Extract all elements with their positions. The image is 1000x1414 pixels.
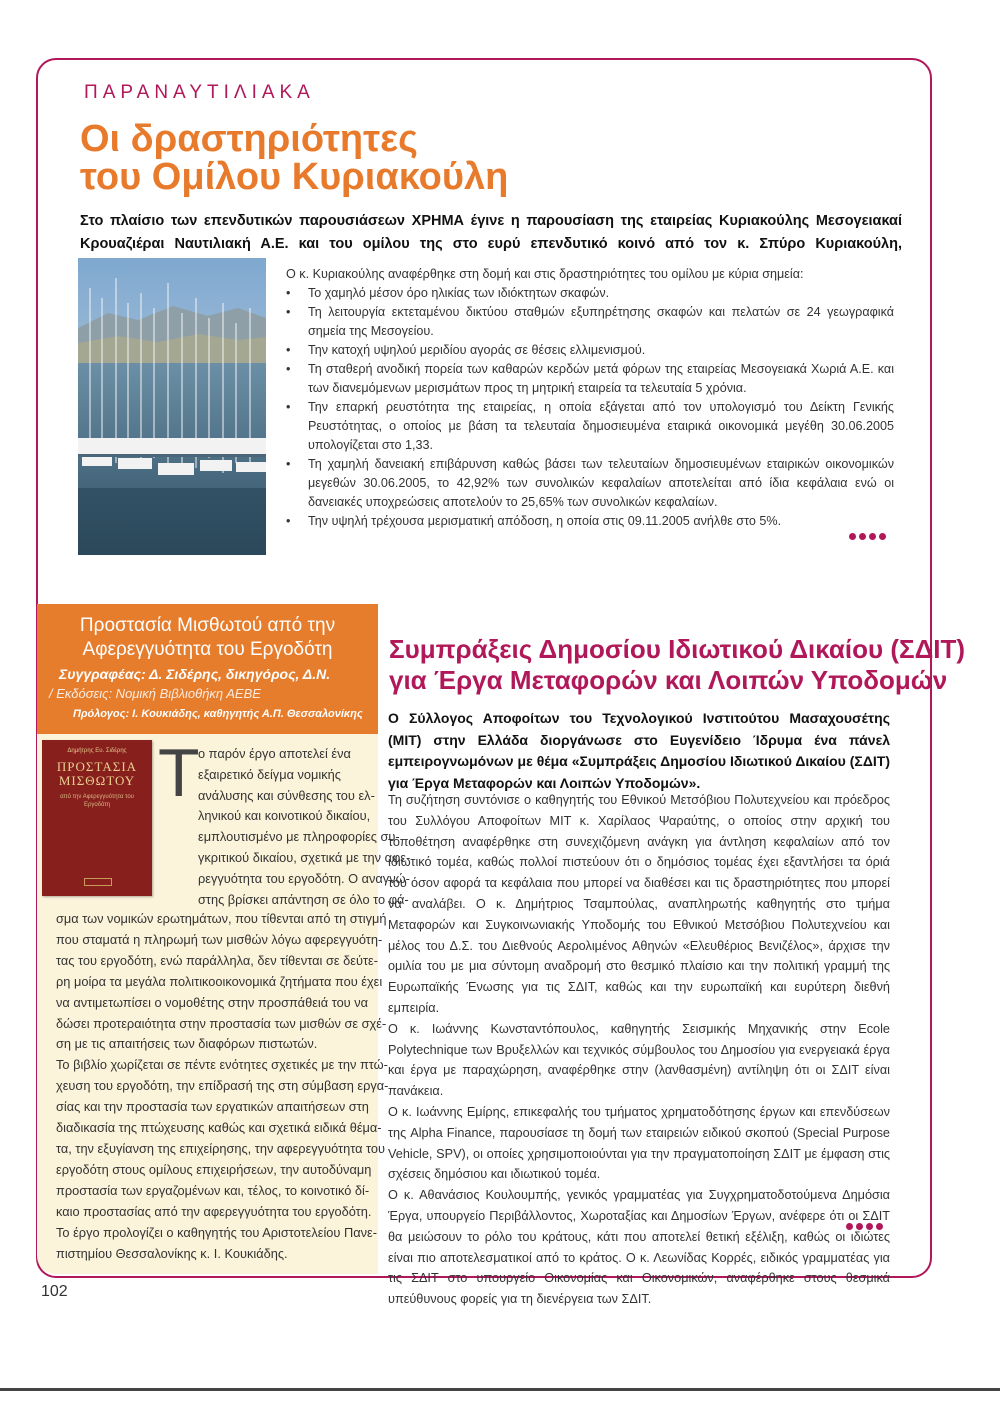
title-line-2: του Ομίλου Κυριακούλη	[80, 156, 509, 198]
end-mark-icon	[846, 1223, 883, 1230]
book-title: Προστασία Μισθωτού από την Αφερεγγυότητα του Εργοδότη	[79, 615, 336, 660]
page-number: 102	[41, 1283, 68, 1300]
book-review-text: σμα των νομικών ερωτημάτων, που τίθενται από τη στιγμή που σταματά η πληρωμή των μισθών λόγω αφερεγγυότη- τας του εργοδότη, ενώ παράλληλα, δεν τίθενται σε δεύτε- ρη μοίρα τα μεγάλα πολιτικοοικονομικά ζητήματα που έχει να αντιμετωπίσει ο νομοθέτης στην προσπάθειά του να δώσει προτεραιότητα στην προστασία των μισθών σε σχέ- ση με τις απαιτήσεις των διαφόρων πιστωτών. Το βιβλίο χωρίζεται σε πέντε ενότητες σχετικές με την πτώ- χευση του εργοδότη, την επίδρασή της στη σύμβαση εργα- σίας και την προστασία των εργατικών απαιτήσεων στη διαδικασία της πτώχευσης καθώς και σχετικά ειδικά θέμα- τα, την εξυγίανση της επιχείρησης, την αφερεγγυότητα του εργοδότη στους ομίλους επιχειρήσεων, την αυτοδύναμη προστασία των εργαζομένων και, τέλος, το κοινοτικό δί- καιο προστασίας από την αφερεγγυότητα του εργοδότη. Το έργο προλογίζει ο καθηγητής του Αριστοτελείου Πανε- πιστημίου Θεσσαλονίκης κ. Ι. Κουκιάδης.	[56, 911, 389, 1261]
list-item: • Τη σταθερή ανοδική πορεία των καθαρών κερδών μετά φόρων της εταιρείας Μεσογειακά Χωριά Α.Ε. και των διανεμόμενων μερισμάτων προς τη μητρική εταιρεία τα τελευταία 5 χρόνια.	[286, 362, 894, 395]
drop-cap: Τ	[158, 735, 200, 811]
bullet-icon: •	[286, 400, 291, 414]
book-prologue: Πρόλογος: Ι. Κουκιάδης, καθηγητής Α.Π. Θεσσαλονίκης	[73, 708, 363, 720]
article-body	[286, 265, 894, 531]
paragraph: Ο κ. Ιωάννης Εμίρης, επικεφαλής του τμήματος χρηματοδότησης έργων και επενδύσεων της Alpha Finance, παρουσίασε τη δομή των εταιρειών ειδικού σκοπού (Special Purpose Vehicle, SPV), οι οποίες χρησιμοποιούνται για την πραγματοποίηση ΣΔΙΤ με έμφαση στις σχέσεις δημόσιου και ιδιωτικού τομέα.	[388, 1104, 890, 1182]
book-publisher: / Εκδόσεις: Νομική Βιβλιοθήκη ΑΕΒΕ	[49, 686, 261, 701]
book-author: Συγγραφέας: Δ. Σιδέρης, δικηγόρος, Δ.Ν.	[59, 666, 331, 682]
title-line-1: Οι δραστηριότητες	[80, 118, 418, 160]
bullet-icon: •	[286, 362, 291, 376]
paragraph: Ο κ. Αθανάσιος Κουλουμπής, γενικός γραμματέας για Συγχρηματοδοτούμενα Δημόσια Έργα, υπουργείο Περιβάλλοντος, Χωροταξίας και Δημοσίων Έργων, ανέφερε ότι οι ΣΔΙΤ θα μειώσουν το ρόλο του κράτους, κάτι που αποτελεί θετική εξέλιξη, καθώς οι ιδιώτες είναι πιο αποτελεσματικοί από το κράτος. Ο κ. Λεωνίδας Κορρές, ειδικός γραμματέας για τις ΣΔΙΤ στο υπουργείο Οικονομίας και Οικονομικών, αναφέρθηκε στους θεσμικά υπεύθυνους φορείς για τη διενέργεια των ΣΔΙΤ.	[388, 1188, 890, 1307]
end-mark-icon	[849, 533, 886, 540]
article2-body	[388, 790, 890, 1310]
list-item: • Τη χαμηλή δανειακή επιβάρυνση καθώς βάσει των τελευταίων δημοσιευμένων εταιρικών οικονομικών μεγεθών 30.06.2005, το 42,92% των συνολικών κεφαλαίων αποτελείται από ίδια κεφάλαια ενώ οι δανειακές υποχρεώσεις αποτελούν το 25,65% των συνολικών κεφαλαίων.	[286, 457, 894, 509]
article-intro: Στο πλαίσιο των επενδυτικών παρουσιάσεων ΧΡΗΜΑ έγινε η παρουσίαση της εταιρείας Κυριακούλης Μεσογειακαί Κρουαζιέραι Ναυτιλιακή Α.Ε. και του ομίλου της στο ευρύ επενδυτικό κοινό από τον κ. Σπύρο Κυριακούλη,	[80, 213, 902, 252]
list-item: • Την επαρκή ρευστότητα της εταιρείας, η οποία εξάγεται από τον υπολογισμό του Δείκτη Γενικής Ρευστότητας, ο οποίος με βάση τα τελευταία δημοσιευμένα εταιρικά οικονομικά μεγέθη 30.06.2005 υπολογίζεται στο 1,33.	[286, 400, 894, 452]
marina-photo	[78, 258, 266, 555]
list-item: • Την υψηλή τρέχουσα μερισματική απόδοση, η οποία στις 09.11.2005 ανήλθε στο 5%.	[286, 512, 894, 531]
bullet-icon: •	[286, 514, 291, 528]
bottom-rule	[0, 1388, 1000, 1391]
bullet-icon: •	[286, 457, 291, 471]
bullet-icon: •	[286, 343, 291, 357]
publisher-logo-icon	[84, 878, 112, 886]
book-cover-title: ΠΡΟΣΤΑΣΙΑ ΜΙΣΘΩΤΟΥ	[56, 759, 138, 788]
book-review-text-side: ο παρόν έργο αποτελεί ένα εξαιρετικό δείγμα νομικής ανάλυσης και σύνθεσης του ελ- ληνικού και κοινοτικού δικαίου, εμπλουτισμένο με πληροφορίες συ- γκριτικού δικαίου, σχετικά με την αφε- ρεγγυότητα του εργοδότη. Ο αναγνώ- στης βρίσκει απάντηση σε όλο το φά-	[198, 746, 411, 907]
book-cover-image	[42, 740, 152, 896]
article-title	[80, 120, 680, 196]
paragraph: Τη συζήτηση συντόνισε ο καθηγητής του Εθνικού Μετσόβιου Πολυτεχνείου και πρόεδρος του Συλλόγου Αποφοίτων MIT κ. Χαρίλαος Ψαραύτης, ο οποίος στην αρχική του τοποθέτηση αναφέρθηκε στη συνεχιζόμενη ανάγκη για άντληση κεφαλαίων από τον ιδιωτικό τομέα, καθώς πολλοί πιστεύουν ότι ο δημόσιος τομέας έχει εξαντλήσει τα όριά του όσον αφορά τα κεφάλαια που μπορεί να διαθέσει και τις δραστηριότητες που μπορεί να αναλάβει. Ο κ. Δημήτριος Τσαμπούλας, αναπληρωτής καθηγητής στο τμήμα Μεταφορών και Συγκοινωνιακής Υποδομής του Εθνικού Μετσόβιου Πολυτεχνείου και μέλος του Δ.Σ. του Διεθνούς Αερολιμένος Αθηνών «Ελευθέριος Βενιζέλος», άρχισε την ομιλία του με μια σύντομη αναδρομή στο θεσμικό πλαίσιο και την πολιτική γραμμή της Ευρωπαϊκής Ένωσης για τις ΣΔΙΤ, καθώς και την ευρωπαϊκή και ευρύτερη διεθνή εμπειρία.	[388, 793, 890, 1015]
list-item: • Τη λειτουργία εκτεταμένου δικτύου σταθμών εξυπηρέτησης σκαφών και πελατών σε 24 γεωγραφικά σημεία της Μεσογείου.	[286, 305, 894, 338]
section-label: ΠΑΡΑΝΑΥΤΙΛΙΑΚΑ	[84, 82, 315, 103]
bullet-icon: •	[286, 286, 291, 300]
article-lead: Ο κ. Κυριακούλης αναφέρθηκε στη δομή και στις δραστηριότητες του ομίλου με κύρια σημεία:	[286, 267, 804, 281]
book-review-header	[37, 604, 378, 734]
article2-intro: Ο Σύλλογος Αποφοίτων του Τεχνολογικού Ινστιτούτου Μασαχουσέτης (MIT) στην Ελλάδα διοργάνωσε στο Ευγενίδειο Ίδρυμα ένα πάνελ εμπειρογνωμόνων με θέμα «Συμπράξεις Δημοσίου Ιδιωτικού Δικαίου (ΣΔΙΤ) για Έργα Μεταφορών και Λοιπών Υποδομών».	[388, 710, 890, 792]
paragraph: Ο κ. Ιωάννης Κωνσταντόπουλος, καθηγητής Σεισμικής Μηχανικής στην Ecole Polytechnique των Βρυξελλών και τεχνικός σύμβουλος του Δημοσίου για ενεργειακά έργα και έργα με παραχώρηση, αναφέρθηκε στην (λανθασμένη) αντίληψη ότι οι ΣΔΙΤ είναι πανάκεια.	[388, 1021, 890, 1099]
article2-title: Συμπράξεις Δημοσίου Ιδιωτικού Δικαίου (ΣΔΙΤ) για Έργα Μεταφορών και Λοιπών Υποδομών	[389, 634, 966, 695]
book-meta	[49, 664, 374, 724]
book-cover-author: Δημήτρης Ευ. Σιδέρης	[67, 748, 127, 754]
article-bullets	[286, 284, 894, 531]
list-item: • Το χαμηλό μέσον όρο ηλικίας των ιδιόκτητων σκαφών.	[286, 284, 894, 303]
bullet-icon: •	[286, 305, 291, 319]
list-item: • Την κατοχή υψηλού μεριδίου αγοράς σε θέσεις ελλιμενισμού.	[286, 341, 894, 360]
book-cover-subtitle: από την Αφερεγγυότητα του Εργοδότη	[60, 794, 134, 808]
